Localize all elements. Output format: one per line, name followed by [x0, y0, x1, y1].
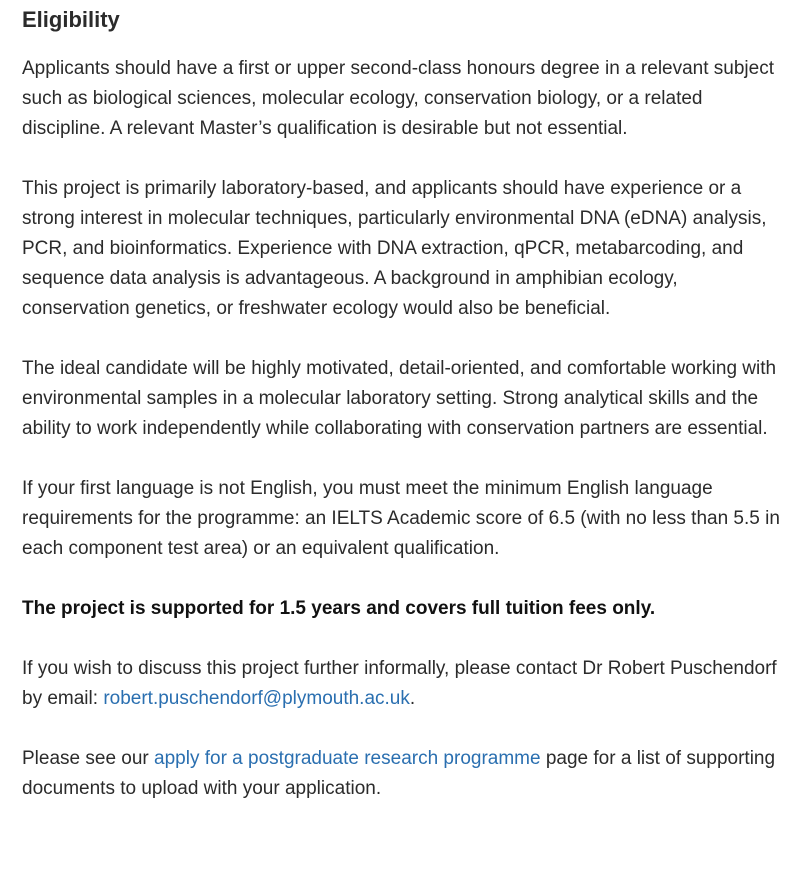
apply-text-end: page for a list of supporting documents to upload with your application.	[22, 748, 776, 799]
contact-text-end: .	[409, 688, 416, 709]
apply-paragraph	[22, 744, 789, 804]
section-heading: Eligibility	[22, 7, 120, 32]
degree-requirements-paragraph: Applicants should have a first or upper second-class honours degree in a relevant subject such as biological sciences, molecular ecology, conservation biology, or a related discipline. A relevant Master’s qualification is desirable but not essential.	[22, 58, 774, 139]
experience-paragraph: This project is primarily laboratory-based, and applicants should have experience or a strong interest in molecular techniques, particularly environmental DNA (eDNA) analysis, PCR, and bioinformatics. Experience with DNA extraction, qPCR, metabarcoding, and sequence data analysis is advantageous. A background in amphibian ecology, conservation genetics, or freshwater ecology would also be beneficial.	[22, 178, 767, 319]
contact-email-link[interactable]: robert.puschendorf@plymouth.ac.uk	[103, 688, 410, 709]
apply-programme-link[interactable]: apply for a postgraduate research programme	[154, 748, 541, 769]
apply-text: Please see our	[22, 748, 155, 769]
contact-text: If you wish to discuss this project further informally, please contact Dr Robert Puschendorf by email:	[22, 658, 777, 709]
funding-statement: The project is supported for 1.5 years and covers full tuition fees only.	[22, 598, 656, 619]
ideal-candidate-paragraph: The ideal candidate will be highly motivated, detail-oriented, and comfortable working with environmental samples in a molecular laboratory setting. Strong analytical skills and the ability to work independently while collaborating with conservation partners are essential.	[22, 358, 777, 439]
contact-paragraph	[22, 654, 789, 714]
english-requirements-paragraph: If your first language is not English, you must meet the minimum English language requirements for the programme: an IELTS Academic score of 6.5 (with no less than 5.5 in each component test area) or an equivalent qualification.	[22, 478, 780, 559]
